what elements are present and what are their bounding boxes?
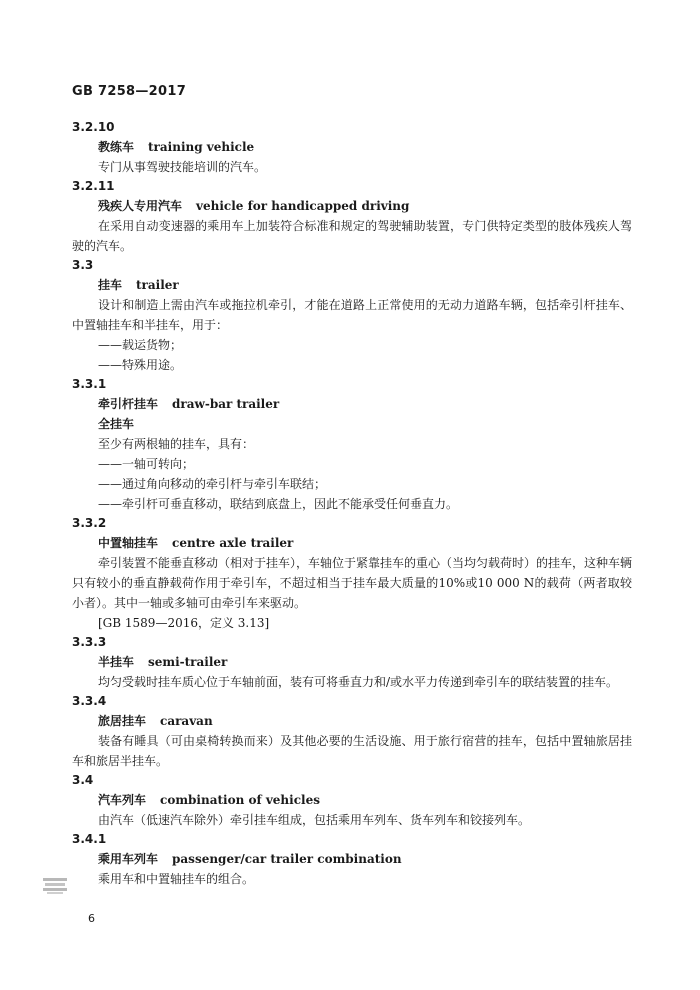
definition: 至少有两根轴的挂车，具有： (98, 437, 255, 451)
term-cn: 中置轴挂车 (98, 536, 159, 550)
term-heading (72, 275, 632, 295)
clause-number: 3.4 (72, 773, 94, 787)
definition: 装备有睡具（可由桌椅转换而来）及其他必要的生活设施、用于旅行宿营的挂车，包括中置轴旅居挂车和旅居半挂车。 (72, 734, 632, 768)
term-cn: 半挂车 (98, 655, 135, 669)
list-item: ——特殊用途。 (98, 358, 183, 372)
term-cn: 乘用车列车 (98, 852, 159, 866)
clause-number: 3.4.1 (72, 832, 107, 846)
definition: 设计和制造上需由汽车或拖拉机牵引，才能在道路上正常使用的无动力道路车辆，包括牵引杆挂车、中置轴挂车和半挂车，用于： (72, 298, 632, 332)
definition: 乘用车和中置轴挂车的组合。 (98, 872, 255, 886)
watermark-stamp-icon (42, 876, 68, 896)
term-cn: 挂车 (98, 278, 123, 292)
alternative-term: 全挂车 (98, 417, 135, 431)
term-en: combination of vehicles (160, 793, 320, 807)
clause-number: 3.3.1 (72, 377, 107, 391)
definition: 在采用自动变速器的乘用车上加装符合标准和规定的驾驶辅助装置，专门供特定类型的肢体残疾人驾驶的汽车。 (72, 219, 632, 253)
term-en: training vehicle (148, 140, 255, 154)
definition: 由汽车（低速汽车除外）牵引挂车组成，包括乘用车列车、货车列车和铰接列车。 (98, 813, 531, 827)
entry-3-3-4 (72, 692, 632, 771)
entry-3-3-2 (72, 514, 632, 633)
page-number: 6 (88, 912, 95, 925)
term-heading (72, 196, 632, 216)
definition: 牵引装置不能垂直移动（相对于挂车），车轴位于紧靠挂车的重心（当均匀载荷时）的挂车，这种车辆只有较小的垂直静载荷作用于牵引车，不超过相当于挂车最大质量的10%或10 000 N的载荷（两者取较小者）。其中一轴或多轴可由牵引车来驱动。 (72, 556, 633, 610)
term-en: trailer (136, 278, 179, 292)
entry-3-2-11 (72, 177, 632, 256)
term-heading (72, 652, 632, 672)
clause-number: 3.2.10 (72, 120, 115, 134)
term-en: semi-trailer (148, 655, 228, 669)
term-en: vehicle for handicapped driving (196, 199, 410, 213)
list-item: ——载运货物； (98, 338, 183, 352)
definition: 专门从事驾驶技能培训的汽车。 (98, 160, 267, 174)
entry-3-4 (72, 771, 632, 830)
clause-number: 3.3.3 (72, 635, 107, 649)
term-cn: 残疾人专用汽车 (98, 199, 183, 213)
list-item: ——牵引杆可垂直移动，联结到底盘上，因此不能承受任何垂直力。 (98, 497, 459, 511)
reference: [GB 1589—2016，定义 3.13] (98, 616, 270, 630)
entry-3-4-1 (72, 830, 632, 889)
term-heading (72, 533, 632, 553)
term-heading (72, 849, 632, 869)
term-en: passenger/car trailer combination (172, 852, 402, 866)
clause-number: 3.2.11 (72, 179, 115, 193)
term-heading (72, 711, 632, 731)
term-heading (72, 790, 632, 810)
entry-3-3 (72, 256, 632, 375)
term-heading (72, 137, 632, 157)
term-en: centre axle trailer (172, 536, 294, 550)
term-en: draw-bar trailer (172, 397, 280, 411)
clause-number: 3.3.4 (72, 694, 107, 708)
term-heading (72, 394, 632, 414)
entry-3-3-3 (72, 633, 632, 692)
definition: 均匀受载时挂车质心位于车轴前面，装有可将垂直力和/或水平力传递到牵引车的联结装置的挂车。 (98, 675, 619, 689)
list-item: ——通过角向移动的牵引杆与牵引车联结； (98, 477, 327, 491)
list-item: ——一轴可转向； (98, 457, 195, 471)
clause-number: 3.3 (72, 258, 94, 272)
entry-3-3-1 (72, 375, 632, 514)
standard-code: GB 7258—2017 (72, 84, 187, 99)
clause-number: 3.3.2 (72, 516, 107, 530)
term-en: caravan (160, 714, 213, 728)
entry-3-2-10 (72, 118, 632, 177)
term-cn: 汽车列车 (98, 793, 147, 807)
term-cn: 旅居挂车 (98, 714, 147, 728)
document-body (72, 118, 632, 889)
term-cn: 牵引杆挂车 (98, 397, 159, 411)
term-cn: 教练车 (98, 140, 135, 154)
